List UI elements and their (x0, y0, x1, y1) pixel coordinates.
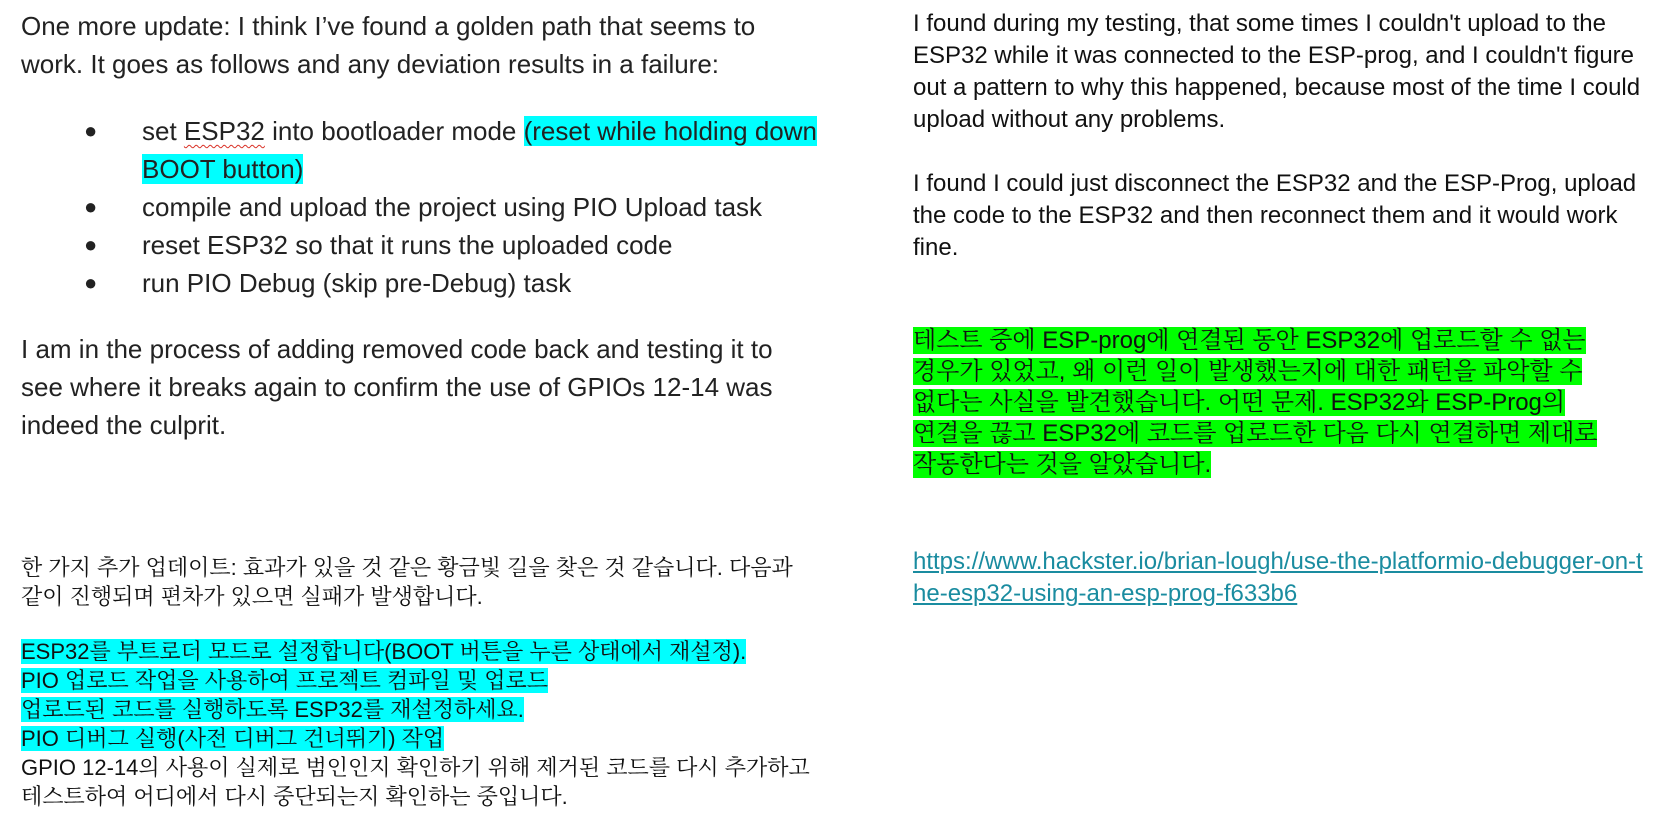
intro-paragraph: One more update: I think I’ve found a golden path that seems to work. It goes as follows and any deviation results in a failure: (21, 11, 756, 79)
step2-text: compile and upload the project using PIO Upload task (142, 192, 763, 222)
right-paragraph-1: I found during my testing, that some times I couldn't upload to the ESP32 while it was connected to the ESP-prog, and I couldn't figure out a pattern to why this happened, because most of the time I could upload without any problems. (913, 10, 1641, 133)
korean-translation-line-3: 없다는 사실을 발견했습니다. 어떤 문제. ESP32와 ESP-Prog의 (913, 389, 1566, 416)
korean-step-4: PIO 디버그 실행(사전 디버그 건너뛰기) 작업 (21, 726, 445, 751)
list-item (21, 264, 822, 302)
bullet-icon: ● (84, 194, 98, 219)
korean-step-3: 업로드된 코드를 실행하도록 ESP32를 재설정하세요. (21, 697, 524, 722)
step1-prefix: set (142, 116, 184, 146)
bullet-icon: ● (84, 270, 98, 295)
closing-paragraph: I am in the process of adding removed code back and testing it to see where it breaks again to confirm the use of GPIOs 12-14 was indeed the culprit. (21, 334, 773, 440)
bullet-icon: ● (84, 118, 98, 143)
korean-translation-line-1: 테스트 중에 ESP-prog에 연결된 동안 ESP32에 업로드할 수 없는 (913, 327, 1586, 354)
korean-translation-line-2: 경우가 있었고, 왜 이런 일이 발생했는지에 대한 패턴을 파악할 수 (913, 358, 1583, 385)
korean-step-2: PIO 업로드 작업을 사용하여 프로젝트 컴파일 및 업로드 (21, 668, 548, 693)
steps-list (21, 112, 822, 302)
korean-closing-line-2: 테스트하여 어디에서 다시 중단되는지 확인하는 중입니다. (21, 784, 568, 809)
step1-mid: into bootloader mode (264, 116, 524, 146)
korean-step-1: ESP32를 부트로더 모드로 설정합니다(BOOT 버튼을 누른 상태에서 재설정). (21, 639, 747, 664)
korean-translation-block (913, 325, 1597, 480)
list-item (21, 226, 822, 264)
misspelled-word: ESP32 (183, 116, 265, 146)
korean-translation-line-4: 연결을 끊고 ESP32에 코드를 업로드한 다음 다시 연결하면 제대로 (913, 420, 1598, 447)
list-item (21, 188, 822, 226)
korean-intro-paragraph: 한 가지 추가 업데이트: 효과가 있을 것 같은 황금빛 길을 찾은 것 같습니다. 다음과 같이 진행되며 편차가 있으면 실패가 발생합니다. (21, 555, 793, 609)
step1-highlight: (reset while holding down BOOT button) (142, 116, 817, 184)
korean-translation-line-5: 작동한다는 것을 알았습니다. (913, 451, 1212, 478)
korean-closing-line-1: GPIO 12-14의 사용이 실제로 범인인지 확인하기 위해 제거된 코드를 다시 추가하고 (21, 755, 810, 780)
step3-text: reset ESP32 so that it runs the uploaded code (142, 230, 673, 260)
bullet-icon: ● (84, 232, 98, 257)
korean-steps-block (21, 637, 810, 811)
list-item (21, 112, 822, 188)
step4-text: run PIO Debug (skip pre-Debug) task (142, 268, 572, 298)
hackster-link[interactable]: https://www.hackster.io/brian-lough/use-the-platformio-debugger-on-the-esp32-using-an-esp-prog-f633b6 (913, 548, 1643, 607)
right-paragraph-2: I found I could just disconnect the ESP32 and the ESP-Prog, upload the code to the ESP32 and then reconnect them and it would work fine. (913, 170, 1637, 261)
